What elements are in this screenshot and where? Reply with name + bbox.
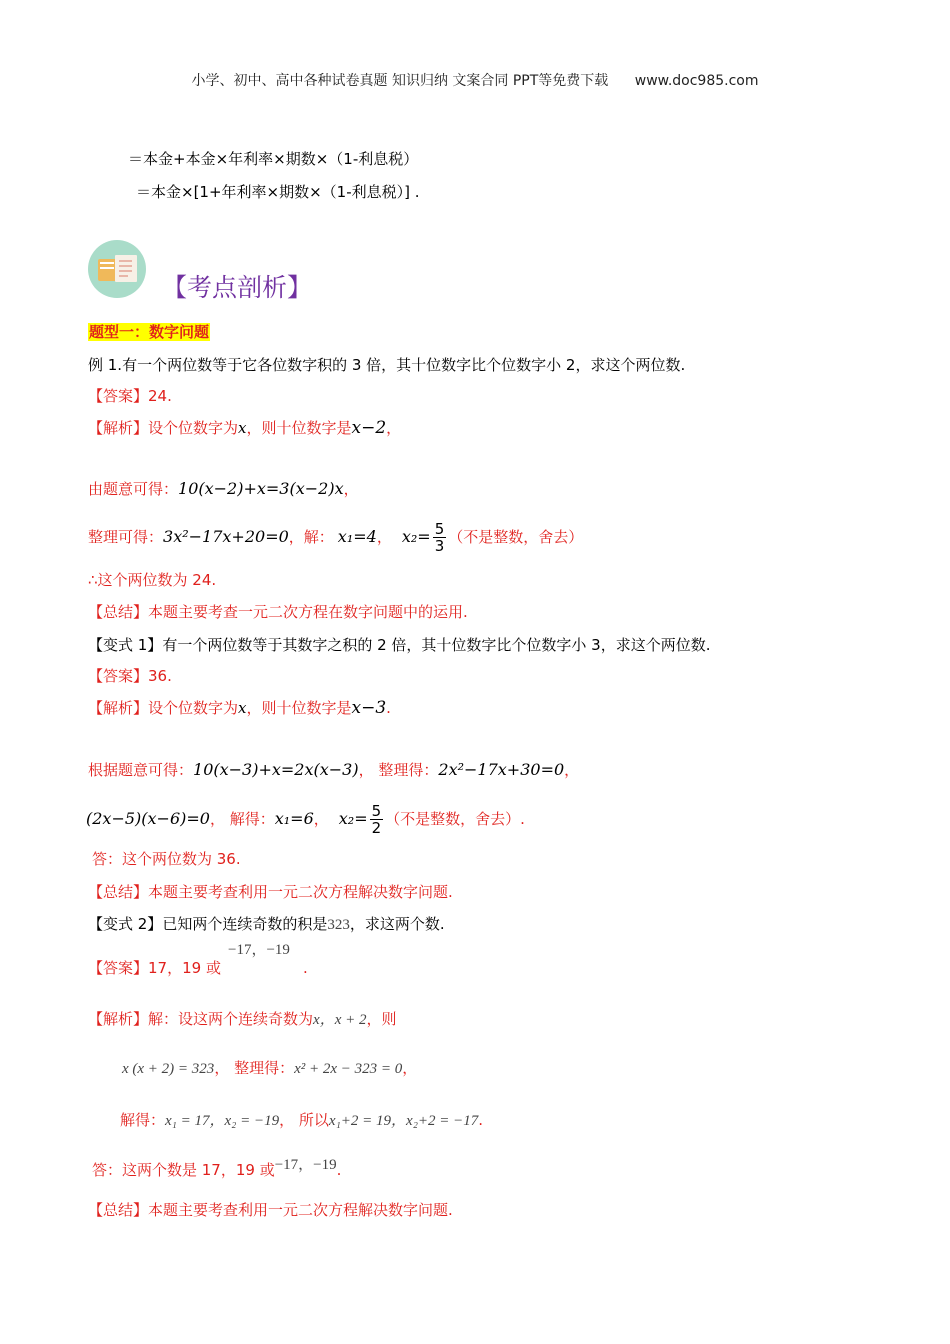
comma: ， xyxy=(386,419,402,437)
variant2-equations: x (x + 2) = 323， 整理得：x² + 2x − 323 = 0， xyxy=(122,1059,418,1077)
root2-num: 5 xyxy=(371,802,382,820)
period: . xyxy=(302,959,308,977)
simplify-label: ， 整理得： xyxy=(358,761,439,779)
then: ，则 xyxy=(366,1010,397,1028)
eq2: x² + 2x − 323 = 0 xyxy=(294,1061,403,1077)
var-x: x xyxy=(238,419,247,437)
root2-fraction xyxy=(370,803,384,836)
analysis-text-b: ，则十位数字是 xyxy=(246,419,352,437)
period: . xyxy=(386,699,391,717)
header-text: 小学、初中、高中各种试卷真题 知识归纳 文案合同 PPT等免费下载 xyxy=(191,73,609,89)
example1-summary: 【总结】本题主要考查一元二次方程在数字问题中的运用. xyxy=(88,603,468,621)
conclusion-text: 答：这两个数是 17，19 或 xyxy=(92,1161,275,1179)
variant1-analysis xyxy=(88,698,391,718)
variant1-answer: 【答案】36. xyxy=(88,667,172,685)
analysis-text-a: 设个位数字为 xyxy=(148,419,239,437)
example1-question: 例 1.有一个两位数等于它各位数字积的 3 倍，其十位数字比个位数字小 2，求这个两位数. xyxy=(88,356,686,374)
simplify-label: 整理可得： xyxy=(88,528,164,546)
variant2-solutions: 解得：x₁ = 17，x₂ = −19， 所以x₁+2 = 19，x₂+2 = −17. xyxy=(120,1111,484,1129)
conclusion-neg: −17，−19 xyxy=(274,1157,337,1173)
solve-label: ，解： xyxy=(288,528,334,546)
root2-den: 2 xyxy=(371,819,382,837)
results: x₁+2 = 19，x₂+2 = −17 xyxy=(328,1113,479,1129)
formula-line-1: ＝本金+本金×年利率×期数×（1-利息税） xyxy=(128,150,419,168)
example1-conclusion: ∴这个两位数为 24. xyxy=(88,571,217,589)
variant2-label: 【变式 2】 xyxy=(88,915,163,933)
factor-eq: (2x−5)(x−6)=0 xyxy=(86,809,210,828)
root2-den: 3 xyxy=(434,537,445,555)
variant2-text-b: ，求这两个数. xyxy=(349,915,445,933)
product-value: 323 xyxy=(327,917,350,933)
analysis-label: 【解析】 xyxy=(88,699,149,717)
variant1-factor: (2x−5)(x−6)=0， 解得：x₁=6， x₂= $\frac{5}{2}$ （不是整数，舍去）. xyxy=(86,802,525,837)
var-x: x xyxy=(238,699,247,717)
setup-eq: 10(x−3)+x=2x(x−3) xyxy=(193,760,359,779)
page-header xyxy=(0,70,950,90)
variant2-conclusion: 答：这两个数是 17，19 或−17，−19. xyxy=(92,1157,342,1179)
variant2-answer xyxy=(88,958,308,978)
root2-num: 5 xyxy=(434,520,445,538)
setup-label: 根据题意可得： xyxy=(88,761,194,779)
header-site[interactable]: www.doc985.com xyxy=(634,73,759,89)
variant1-conclusion: 答：这个两位数为 36. xyxy=(92,850,241,868)
variant1-setup: 根据题意可得：10(x−3)+x=2x(x−3)， 整理得：2x²−17x+30=0， xyxy=(88,760,580,779)
setup-label: 由题意可得： xyxy=(88,480,179,498)
example1-analysis xyxy=(88,418,401,438)
root2-lhs: x₂= xyxy=(338,809,368,828)
roots: x₁ = 17，x₂ = −19 xyxy=(165,1113,280,1129)
folder-documents-icon xyxy=(88,240,146,298)
vars: x，x + 2 xyxy=(313,1012,367,1028)
variant1-summary: 【总结】本题主要考查利用一元二次方程解决数字问题. xyxy=(88,883,453,901)
variant2-summary: 【总结】本题主要考查利用一元二次方程解决数字问题. xyxy=(88,1201,453,1219)
example1-setup: 由题意可得：10(x−2)+x=3(x−2)x， xyxy=(88,479,359,498)
variant2-neg-pair-top: −17，−19 xyxy=(228,942,290,958)
analysis-label: 【解析】 xyxy=(88,419,149,437)
expr-x-minus-3: x−3 xyxy=(351,698,387,718)
analysis-text-b: ，则十位数字是 xyxy=(246,699,352,717)
eq1-sep: ， 整理得： xyxy=(214,1059,295,1077)
root-note: （不是整数，舍去）. xyxy=(385,810,525,828)
variant1-question xyxy=(88,635,710,655)
expr-x-minus-2: x−2 xyxy=(351,418,387,438)
topic-label xyxy=(88,322,210,342)
answer-text: 【答案】17，19 或 xyxy=(88,959,221,977)
analysis-text-a: 设个位数字为 xyxy=(148,699,239,717)
solve-label: ， 解得： xyxy=(209,810,275,828)
formula-line-2: ＝本金×[1+年利率×期数×（1-利息税）] . xyxy=(136,183,420,201)
root2-lhs: x₂= xyxy=(401,527,431,546)
section-title: 【考点剖析】 xyxy=(162,273,313,302)
setup-eq: 10(x−2)+x=3(x−2)x xyxy=(178,479,344,498)
variant2-text-a: 已知两个连续奇数的积是 xyxy=(162,915,328,933)
root1: x₁=4 xyxy=(337,527,377,546)
root2-fraction xyxy=(433,521,447,554)
analysis-text: 解：设这两个连续奇数为 xyxy=(148,1010,314,1028)
variant1-text: 有一个两位数等于其数字之积的 2 倍，其十位数字比个位数字小 3，求这个两位数. xyxy=(162,636,711,654)
simplify-eq: 3x²−17x+20=0 xyxy=(163,527,289,546)
variant1-label: 【变式 1】 xyxy=(88,636,163,654)
simplify-eq: 2x²−17x+30=0 xyxy=(438,760,565,779)
example1-answer: 【答案】24. xyxy=(88,387,172,405)
variant2-analysis xyxy=(88,1009,397,1030)
root1: x₁=6 xyxy=(274,809,314,828)
variant2-question xyxy=(88,914,445,935)
so-label: ， 所以 xyxy=(279,1111,329,1129)
example1-simplify: 整理可得：3x²−17x+20=0，解： x₁=4， x₂= $\frac{5}{3}$ （不是整数，舍去） xyxy=(88,520,584,555)
root-note: （不是整数，舍去） xyxy=(448,528,584,546)
solve-label: 解得： xyxy=(120,1111,166,1129)
eq1: x (x + 2) = 323 xyxy=(122,1061,215,1077)
topic-highlight: 题型一：数字问题 xyxy=(89,323,210,341)
analysis-label: 【解析】 xyxy=(88,1010,149,1028)
